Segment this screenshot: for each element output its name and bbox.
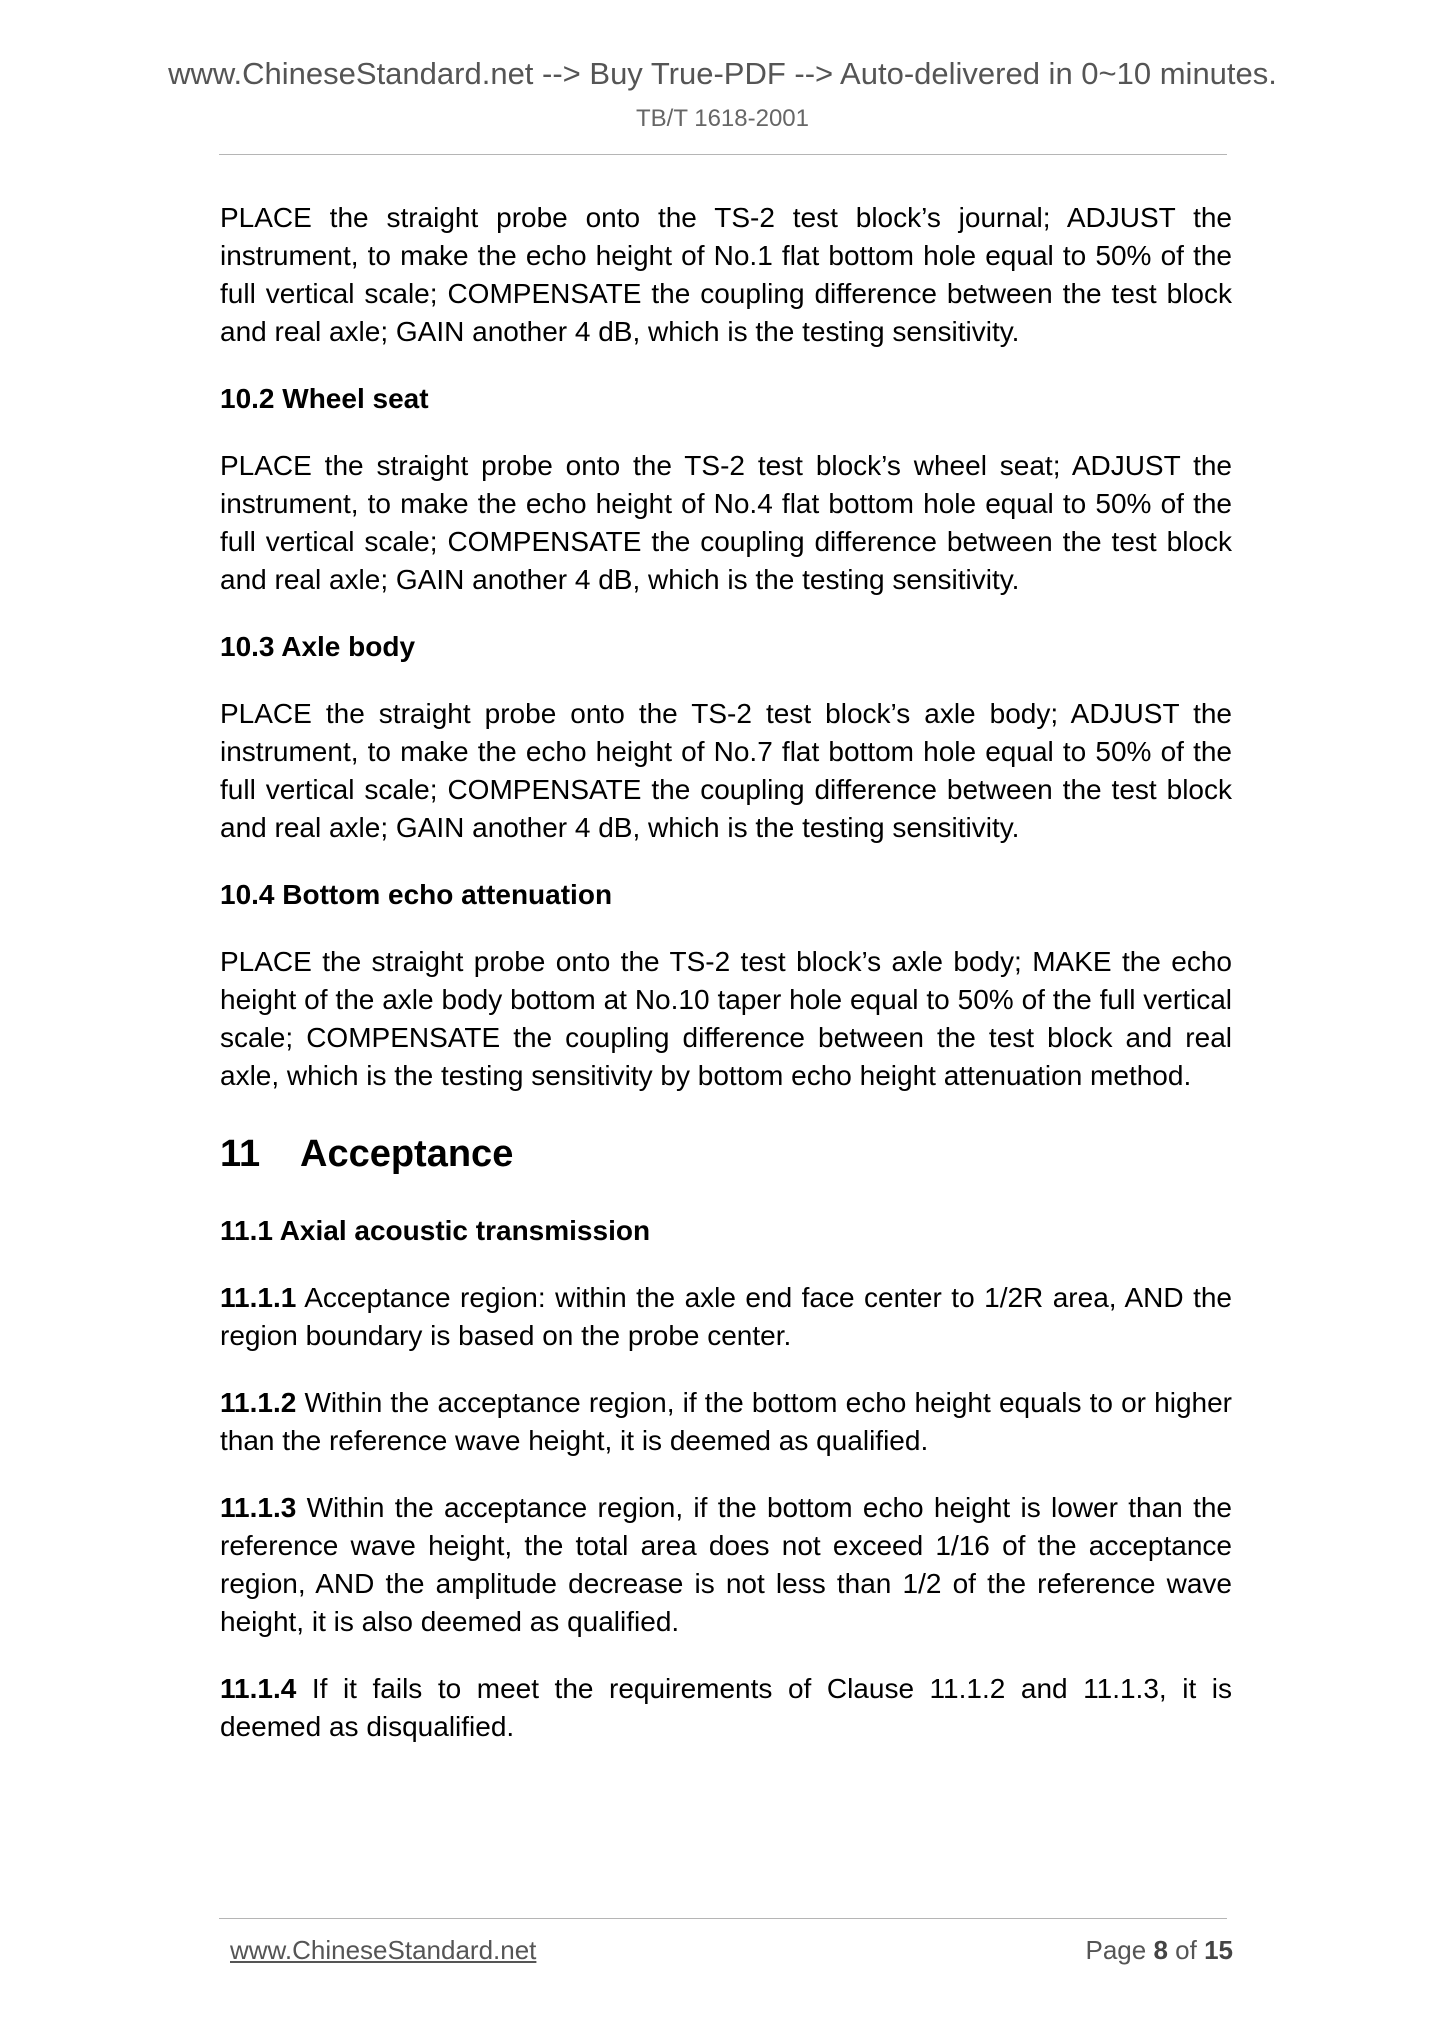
page-of: of (1175, 1935, 1197, 1965)
clause-number: 11.1.2 (220, 1387, 297, 1418)
clause-11-1-4 (220, 1670, 1232, 1746)
standard-number: TB/T 1618-2001 (635, 105, 809, 132)
clause-number: 11.1.4 (220, 1673, 297, 1704)
clause-text: If it fails to meet the requirements of Clause 11.1.2 and 11.1.3, it is deemed as disqualified. (220, 1673, 1232, 1742)
heading-11 (220, 1124, 1232, 1178)
document-body (220, 199, 1232, 1775)
paragraph-10-2: PLACE the straight probe onto the TS-2 test block’s wheel seat; ADJUST the instrument, to make the echo height of No.4 flat bottom hole equal to 50% of the full vertical scale; COMPENSATE the coupling difference between the test block and real axle; GAIN another 4 dB, which is the testing sensitivity. (220, 450, 1232, 595)
paragraph-10-4: PLACE the straight probe onto the TS-2 test block’s axle body; MAKE the echo height of the axle body bottom at No.10 taper hole equal to 50% of the full vertical scale; COMPENSATE the coupling difference between the test block and real axle, which is the testing sensitivity by bottom echo height attenuation method. (220, 946, 1232, 1091)
heading-10-3: 10.3 Axle body (220, 631, 416, 662)
heading-11-number: 11 (220, 1133, 261, 1175)
heading-11-title: Acceptance (300, 1133, 514, 1175)
heading-11-1: 11.1 Axial acoustic transmission (220, 1215, 651, 1246)
clause-number: 11.1.1 (220, 1282, 297, 1313)
clause-11-1-2 (220, 1384, 1232, 1460)
footer-website-link[interactable]: www.ChineseStandard.net (230, 1935, 537, 1965)
clause-text: Acceptance region: within the axle end face center to 1/2R area, AND the region boundary is based on the probe center. (220, 1282, 1233, 1351)
page-total: 15 (1204, 1935, 1233, 1965)
clause-text: Within the acceptance region, if the bottom echo height is lower than the reference wave height, the total area does not exceed 1/16 of the acceptance region, AND the amplitude decrease is not less than 1/2 of the reference wave height, it is also deemed as qualified. (220, 1492, 1232, 1637)
header-divider (219, 154, 1227, 155)
page-word: Page (1085, 1935, 1147, 1965)
heading-10-4: 10.4 Bottom echo attenuation (220, 879, 613, 910)
paragraph-10-3: PLACE the straight probe onto the TS-2 test block’s axle body; ADJUST the instrument, to make the echo height of No.7 flat bottom hole equal to 50% of the full vertical scale; COMPENSATE the coupling difference between the test block and real axle; GAIN another 4 dB, which is the testing sensitivity. (220, 698, 1232, 843)
clause-11-1-1 (220, 1279, 1232, 1355)
paragraph-journal: PLACE the straight probe onto the TS-2 test block’s journal; ADJUST the instrument, to make the echo height of No.1 flat bottom hole equal to 50% of the full vertical scale; COMPENSATE the coupling difference between the test block and real axle; GAIN another 4 dB, which is the testing sensitivity. (220, 202, 1232, 347)
footer-divider (219, 1918, 1227, 1919)
clause-number: 11.1.3 (220, 1492, 297, 1523)
page-indicator (1085, 1937, 1233, 1963)
page-current: 8 (1153, 1935, 1168, 1965)
heading-10-2: 10.2 Wheel seat (220, 383, 429, 414)
clause-11-1-3 (220, 1489, 1232, 1641)
header-banner: www.ChineseStandard.net --> Buy True-PDF --> Auto-delivered in 0~10 minutes. (168, 56, 1277, 91)
clause-text: Within the acceptance region, if the bottom echo height equals to or higher than the reference wave height, it is deemed as qualified. (220, 1387, 1232, 1456)
